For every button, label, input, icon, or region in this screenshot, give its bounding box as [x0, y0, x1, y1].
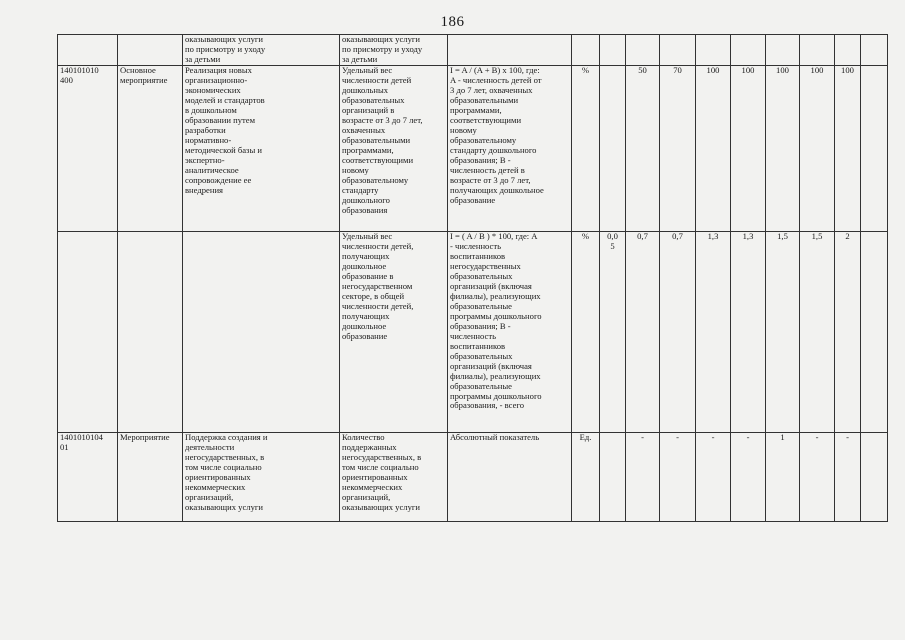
- cell-indicator: Удельный вес численности детей, получающих дошкольное образование в негосударственном секторе, в общей численности детей, получающих дошкольное образование: [340, 232, 448, 433]
- cell-value: -: [731, 433, 766, 522]
- cell-formula: I = ( A / B ) * 100, где: A - численность воспитанников негосударственных образовательных организаций (включая филиалы), реализующих образовательные программы дошкольного образования; B - численность воспитанников образовательных организаций (включая филиалы), реализующих образовательные программы дошкольного образования, - всего: [448, 232, 572, 433]
- cell-unit: %: [572, 66, 600, 232]
- cell-value: [600, 66, 626, 232]
- cell-value: 1,5: [766, 232, 800, 433]
- table-row: [58, 232, 888, 433]
- cell-value: [861, 232, 888, 433]
- cell-unit: [572, 35, 600, 66]
- program-indicators-table: [57, 34, 888, 522]
- cell-value: [600, 433, 626, 522]
- cell-formula: [448, 35, 572, 66]
- cell-value: 100: [800, 66, 835, 232]
- cell-type: Основное мероприятие: [118, 66, 183, 232]
- cell-name: [183, 232, 340, 433]
- cell-value: [800, 35, 835, 66]
- table-row: [58, 66, 888, 232]
- cell-value: 0,7: [626, 232, 660, 433]
- cell-unit: Ед.: [572, 433, 600, 522]
- cell-value: [696, 35, 731, 66]
- cell-indicator: оказывающих услуги по присмотру и уходу за детьми: [340, 35, 448, 66]
- cell-value: [861, 66, 888, 232]
- cell-value: -: [800, 433, 835, 522]
- cell-value: 1,3: [731, 232, 766, 433]
- cell-code: 140101010 400: [58, 66, 118, 232]
- cell-type: [118, 232, 183, 433]
- cell-code: 1401010104 01: [58, 433, 118, 522]
- cell-formula: I = A / (A + B) x 100, где: A - численность детей от 3 до 7 лет, охваченных образовательными программами, соответствующими новому образовательному стандарту дошкольного образования; B - численность детей в возрасте от 3 до 7 лет, получающих дошкольное образование: [448, 66, 572, 232]
- table-row: [58, 35, 888, 66]
- cell-value: [660, 35, 696, 66]
- cell-name: Поддержка создания и деятельности негосударственных, в том числе социально ориентированных некоммерческих организаций, оказывающих услуги: [183, 433, 340, 522]
- cell-value: [766, 35, 800, 66]
- cell-value: [731, 35, 766, 66]
- cell-value: -: [660, 433, 696, 522]
- cell-name: Реализация новых организационно- экономических моделей и стандартов в дошкольном образовании путем разработки нормативно- методической базы и экспертно- аналитическое сопровождение ее внедрения: [183, 66, 340, 232]
- table-row: [58, 433, 888, 522]
- cell-value: 100: [835, 66, 861, 232]
- cell-value: 100: [731, 66, 766, 232]
- cell-value: 100: [766, 66, 800, 232]
- cell-value: [835, 35, 861, 66]
- cell-value: [600, 35, 626, 66]
- cell-name: оказывающих услуги по присмотру и уходу за детьми: [183, 35, 340, 66]
- cell-value: [861, 35, 888, 66]
- cell-value: -: [696, 433, 731, 522]
- cell-unit: %: [572, 232, 600, 433]
- cell-type: Мероприятие: [118, 433, 183, 522]
- cell-indicator: Удельный вес численности детей дошкольных образовательных организаций в возрасте от 3 до 7 лет, охваченных образовательными программами, соответствующими новому образовательному стандарту дошкольного образования: [340, 66, 448, 232]
- cell-value: 100: [696, 66, 731, 232]
- cell-value: 70: [660, 66, 696, 232]
- cell-value: 1,3: [696, 232, 731, 433]
- cell-value: 0,7: [660, 232, 696, 433]
- cell-value: 50: [626, 66, 660, 232]
- cell-type: [118, 35, 183, 66]
- cell-code: [58, 35, 118, 66]
- cell-value: [861, 433, 888, 522]
- cell-value: -: [835, 433, 861, 522]
- cell-value: -: [626, 433, 660, 522]
- cell-indicator: Количество поддержанных негосударственных, в том числе социально ориентированных некоммерческих организаций, оказывающих услуги: [340, 433, 448, 522]
- cell-value: 0,0 5: [600, 232, 626, 433]
- page-number: 186: [440, 14, 465, 30]
- cell-value: 2: [835, 232, 861, 433]
- cell-formula: Абсолютный показатель: [448, 433, 572, 522]
- cell-value: 1: [766, 433, 800, 522]
- cell-code: [58, 232, 118, 433]
- cell-value: 1,5: [800, 232, 835, 433]
- cell-value: [626, 35, 660, 66]
